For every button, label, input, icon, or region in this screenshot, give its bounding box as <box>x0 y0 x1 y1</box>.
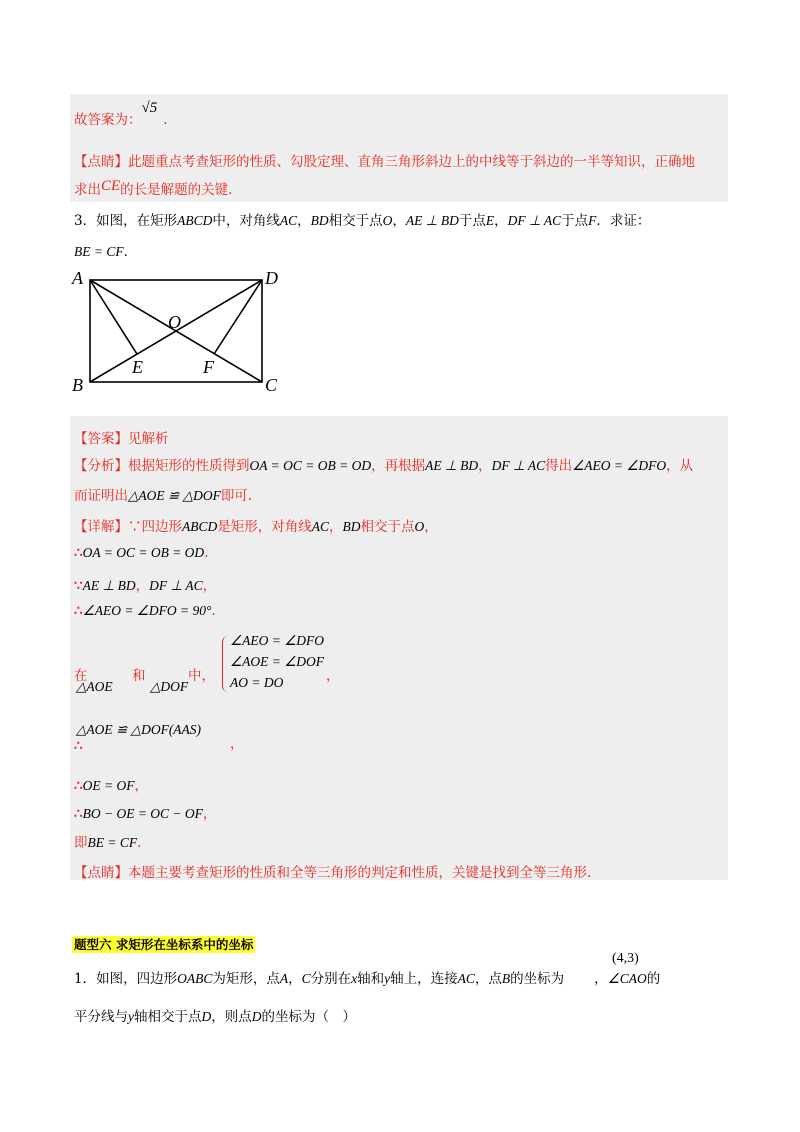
label-e: E <box>132 357 143 377</box>
problem-1-line-2: 平分线与y轴相交于点D，则点D的坐标为（ ） <box>74 1009 356 1025</box>
label-a: A <box>72 268 83 288</box>
label-f: F <box>203 357 214 377</box>
label-o: O <box>168 312 181 332</box>
answer-tag-line: 【答案】见解析 <box>74 431 169 447</box>
step-4-zai: 在 <box>74 668 88 684</box>
step-5-end: ， <box>230 736 244 752</box>
step-4-zhong: 中， <box>188 668 215 684</box>
system-brace <box>222 636 229 692</box>
segment-ae <box>90 280 137 354</box>
segment-df <box>214 280 262 354</box>
step-2: ∵AE ⊥ BD，DF ⊥ AC， <box>74 578 217 594</box>
problem-3-line-1: 3．如图，在矩形ABCD中，对角线AC，BD相交于点O，AE ⊥ BD于点E，DF ⊥ AC于点F．求证： <box>74 213 651 229</box>
problem-1-line-1: 1．如图，四边形OABC为矩形，点A，C分别在x轴和y轴上，连接AC，点B的坐标为 ，∠CAO的 <box>74 971 661 987</box>
comment-line-1: 【点睛】此题重点考查矩形的性质、勾股定理、直角三角形斜边上的中线等于斜边的一半等知识，正确地 <box>74 154 695 170</box>
step-8: 即BE = CF. <box>74 835 142 851</box>
label-c: C <box>265 375 278 395</box>
coord-label: (4,3) <box>612 951 639 966</box>
triangle-aoe: △AOE <box>76 679 113 694</box>
detail-line: 【详解】∵四边形ABCD是矩形，对角线AC，BD相交于点O， <box>74 519 438 535</box>
step-7: ∴BO − OE = OC − OF， <box>74 806 217 822</box>
triangle-dof: △DOF <box>150 679 189 694</box>
label-d: D <box>265 268 278 288</box>
step-4-end: ， <box>326 668 340 684</box>
solution-comment: 【点睛】本题主要考查矩形的性质和全等三角形的判定和性质，关键是找到全等三角形. <box>74 865 592 881</box>
step-1: ∴OA = OC = OB = OD. <box>74 545 209 561</box>
label-b: B <box>72 375 83 395</box>
condition-3: AO = DO <box>230 675 284 690</box>
section-heading: 题型六 求矩形在坐标系中的坐标 <box>74 937 254 952</box>
sqrt5-value: √5 <box>141 100 158 116</box>
problem-3-line-2: BE = CF． <box>74 244 138 260</box>
condition-1: ∠AEO = ∠DFO <box>230 633 325 648</box>
condition-2: ∠AOE = ∠DOF <box>230 654 325 669</box>
analysis-line-2: 而证明出△AOE ≌ △DOF即可. <box>74 488 253 504</box>
step-4-he: 和 <box>132 668 146 684</box>
analysis-line-1: 【分析】根据矩形的性质得到OA = OC = OB = OD，再根据AE ⊥ BD，DF ⊥ AC得出∠AEO = ∠DFO，从 <box>74 458 694 474</box>
step-5-sym: ∴ <box>74 738 83 754</box>
rectangle-figure <box>70 268 300 398</box>
step-6: ∴OE = OF， <box>74 778 148 794</box>
step-5-math: △AOE ≌ △DOF(AAS) <box>76 722 202 737</box>
comment-line-2: 求出CE的长是解题的关键. <box>74 178 233 198</box>
step-3: ∴∠AEO = ∠DFO = 90°. <box>74 603 216 619</box>
answer-line: 故答案为：√5. <box>74 100 168 128</box>
